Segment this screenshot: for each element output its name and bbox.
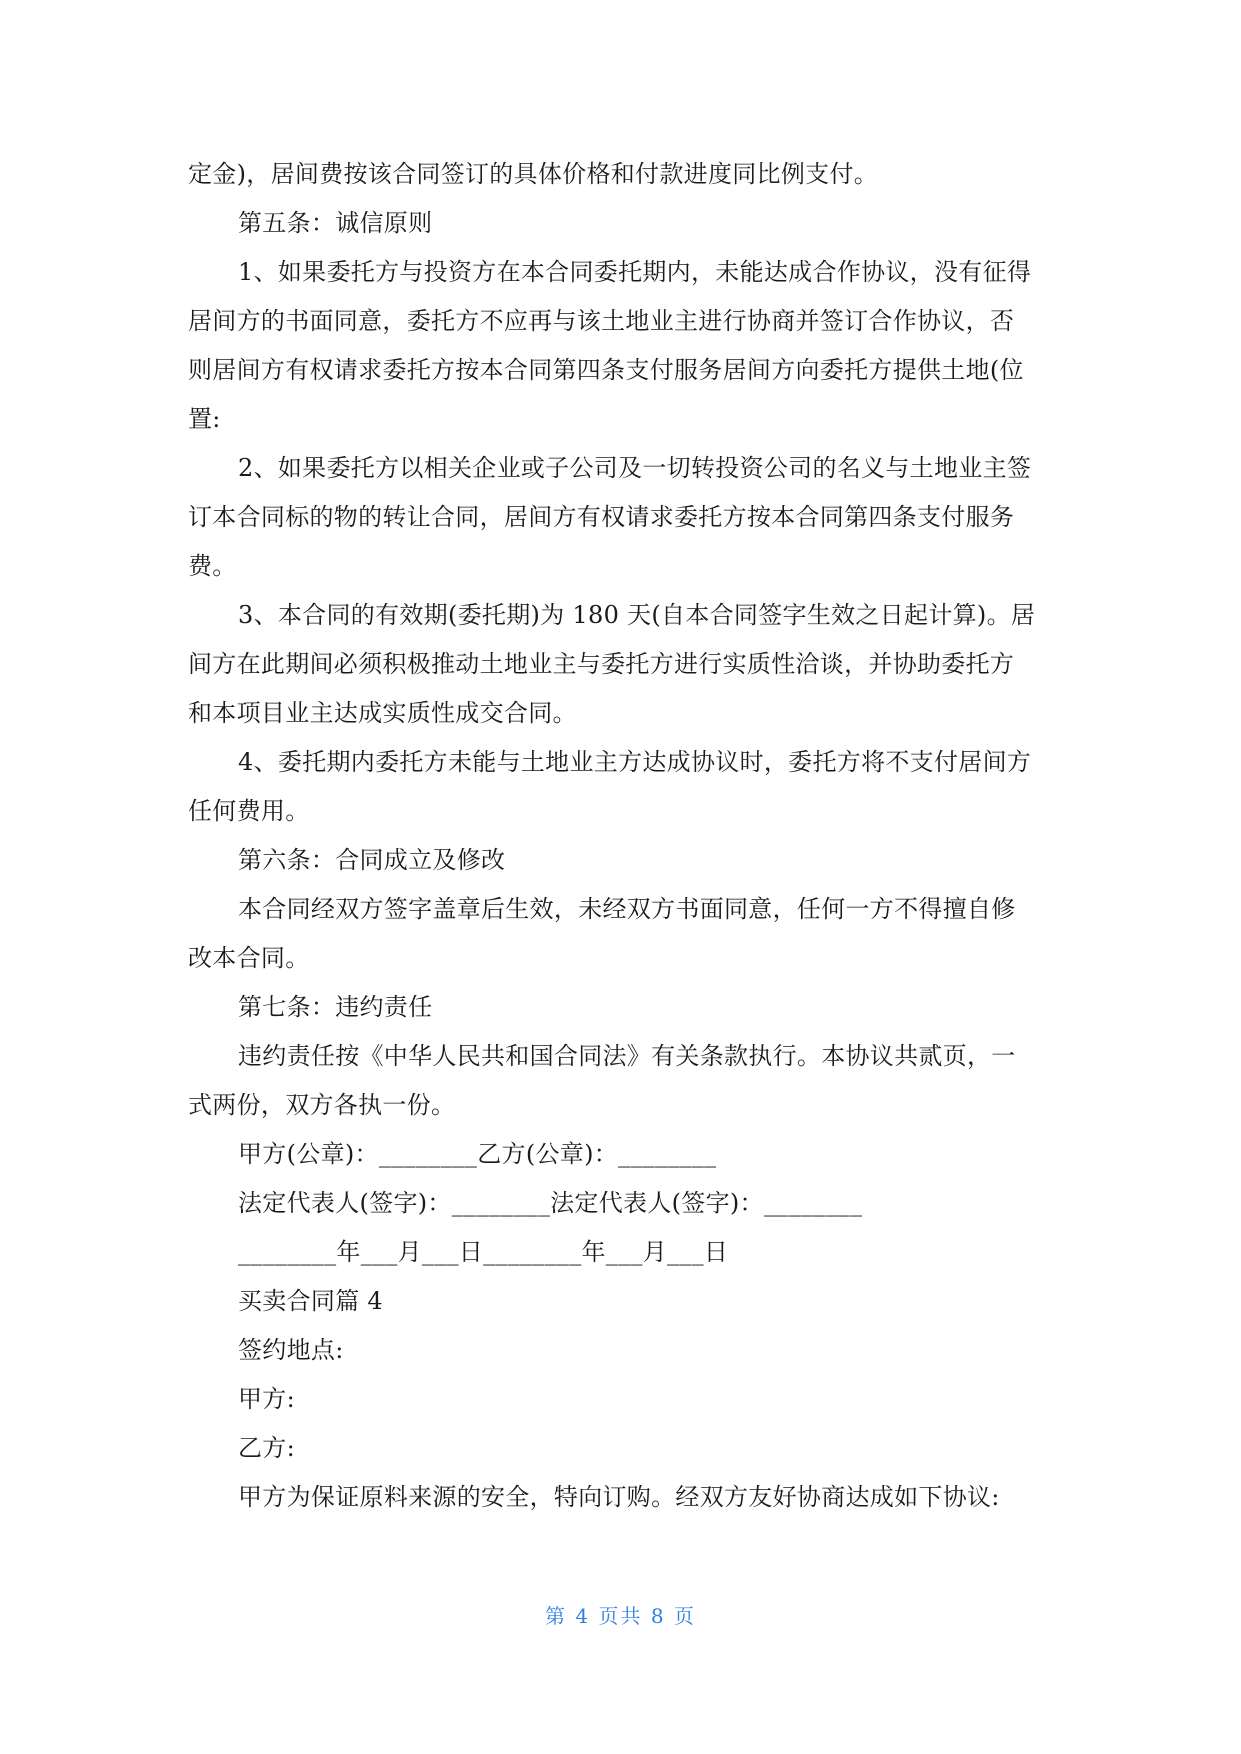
text-line: 乙方: [238, 1434, 295, 1462]
document-body [188, 150, 1060, 1522]
text-line: 甲方为保证原料来源的安全，特向订购。经双方友好协商达成如下协议: [238, 1483, 1000, 1511]
text-line: 1、如果委托方与投资方在本合同委托期内，未能达成合作协议，没有征得 [238, 258, 1032, 286]
text-line: 则居间方有权请求委托方按本合同第四条支付服务居间方向委托方提供土地(位 [188, 356, 1024, 384]
text-line: 甲方: [238, 1385, 295, 1413]
text-line: 定金)，居间费按该合同签订的具体价格和付款进度同比例支付。 [188, 160, 879, 188]
text-line: 违约责任按《中华人民共和国合同法》有关条款执行。本协议共贰页，一 [238, 1042, 1016, 1070]
section-heading: 第五条：诚信原则 [238, 209, 433, 237]
date-line: ________年___月___日________年___月___日 [238, 1238, 729, 1266]
text-line: 置: [188, 405, 221, 433]
page-number-footer: 第 4 页共 8 页 [545, 1604, 696, 1628]
text-line: 任何费用。 [188, 797, 310, 825]
contract-title: 买卖合同篇 4 [238, 1287, 383, 1315]
text-line: 订本合同标的物的转让合同，居间方有权请求委托方按本合同第四条支付服务 [188, 503, 1015, 531]
text-line: 改本合同。 [188, 944, 310, 972]
signature-line: 甲方(公章)：________乙方(公章)：________ [238, 1140, 717, 1168]
text-line: 签约地点: [238, 1336, 344, 1364]
text-line: 式两份，双方各执一份。 [188, 1091, 456, 1119]
section-heading: 第七条：违约责任 [238, 993, 433, 1021]
text-line: 居间方的书面同意，委托方不应再与该土地业主进行协商并签订合作协议，否 [188, 307, 1015, 335]
text-line: 和本项目业主达成实质性成交合同。 [188, 699, 577, 727]
section-heading: 第六条：合同成立及修改 [238, 846, 506, 874]
text-line: 本合同经双方签字盖章后生效，未经双方书面同意，任何一方不得擅自修 [238, 895, 1016, 923]
text-line: 3、本合同的有效期(委托期)为 180 天(自本合同签字生效之日起计算)。居 [238, 601, 1036, 629]
text-line: 间方在此期间必须积极推动土地业主与委托方进行实质性洽谈，并协助委托方 [188, 650, 1015, 678]
text-line: 费。 [188, 552, 237, 580]
text-line: 2、如果委托方以相关企业或子公司及一切转投资公司的名义与土地业主签 [238, 454, 1032, 482]
signature-line: 法定代表人(签字)：________法定代表人(签字)：________ [238, 1189, 863, 1217]
text-line: 4、委托期内委托方未能与土地业主方达成协议时，委托方将不支付居间方 [238, 748, 1032, 776]
